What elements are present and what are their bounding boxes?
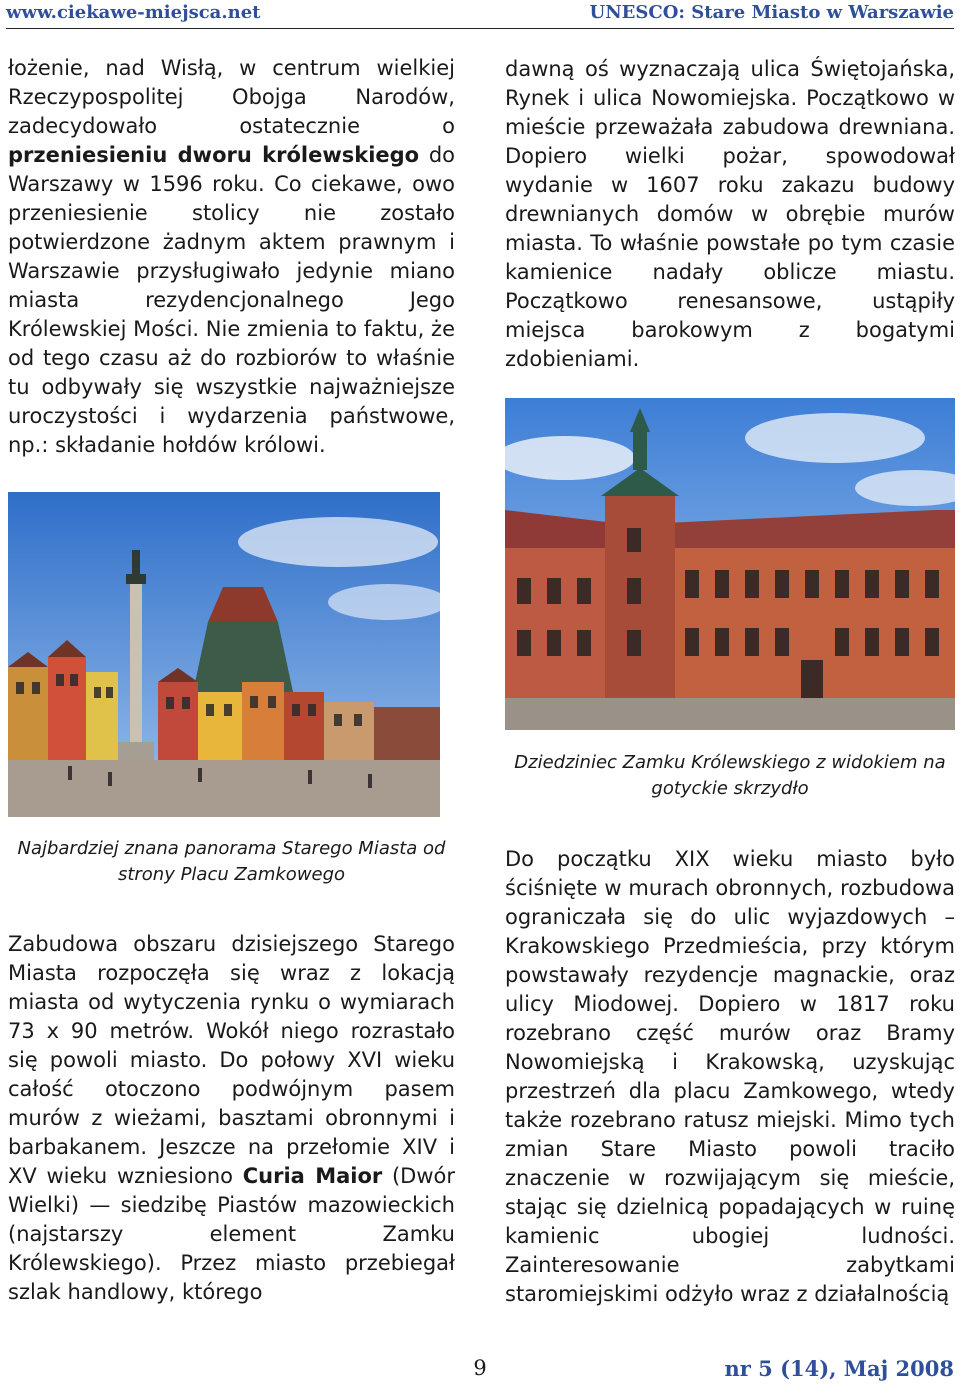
paragraph <box>8 54 455 460</box>
column-left-bottom <box>8 930 455 1307</box>
text-run: do Warszawy w 1596 roku. Co ciekawe, owo przeniesienie stolicy nie zostało potwierdzone żadnym aktem prawnym i Warszawie przysługiwało jedynie miano miasta rezydencjonalnego Jego Królewskiej Mości. Nie zmienia to faktu, że od tego czasu aż do rozbiorów to właśnie tu odbywały się wszystkie najważniejsze uroczystości i wydarzenia państwowe, np.: składanie hołdów królowi. <box>8 143 455 457</box>
royal-castle-courtyard-photo <box>505 398 955 730</box>
page-header <box>6 0 954 30</box>
header-rule <box>6 28 954 29</box>
paragraph: dawną oś wyznaczają ulica Świętojańska, Rynek i ulica Nowomiejska. Początkowo w mieście przeważała zabudowa drewniana. Dopiero wielki pożar, spowodował wydanie w 1607 roku zakazu budowy drewnianych domów w obrębie murów miasta. To właśnie powstałe po tym czasie kamienice nadały oblicze miastu. Początkowo renesansowe, ustąpiły miejsca barokowym z bogatymi zdobieniami. <box>505 57 955 371</box>
old-town-panorama-photo <box>8 492 440 817</box>
paragraph <box>8 930 455 1307</box>
article-topic: UNESCO: Stare Miasto w Warszawie <box>589 2 954 23</box>
page-number: 9 <box>473 1356 487 1380</box>
column-right-bottom <box>505 845 955 1309</box>
site-url[interactable]: www.ciekawe-miejsca.net <box>6 2 261 23</box>
paragraph: Do początku XIX wieku miasto było ściśnięte w murach obronnych, rozbudowa ograniczała się do ulic wyjazdowych – Krakowskiego Przedmieścia, przy którym powstawały rezydencje magnackie, oraz ulicy Miodowej. Dopiero w 1817 roku rozebrano część murów oraz Bramy Nowomiejską i Krakowską, uzyskując przestrzeń dla placu Zamkowego, wtedy także rozebrano ratusz miejski. Mimo tych zmian Stare Miasto powoli traciło znaczenie w rozwijającym się mieście, stając się dzielnicą popadających w ruinę kamienic ubogiej ludności. Zainteresowanie zabytkami staromiejskimi odżyło wraz z działalnością <box>505 847 955 1306</box>
bold-text: Curia Maior <box>242 1164 383 1188</box>
column-right-top <box>505 55 955 374</box>
column-left-top <box>8 54 455 460</box>
bold-text: przeniesieniu dworu królewskiego <box>8 143 420 167</box>
issue-label: nr 5 (14), Maj 2008 <box>724 1356 954 1381</box>
text-run: (Dwór Wielki) — siedzibę Piastów mazowieckich (najstarszy element Zamku Królewskiego). Przez miasto przebiegał szlak handlowy, którego <box>8 1164 456 1304</box>
text-run: Zabudowa obszaru dzisiejszego Starego Miasta rozpoczęła się wraz z lokacją miasta od wytyczenia rynku o wymiarach 73 x 90 metrów. Wokół niego rozrastało się powoli miasto. Do połowy XVI wieku całość otoczono podwójnym pasem murów z wieżami, basztami obronnymi i barbakanem. Jeszcze na przełomie XIV i XV wieku wzniesiono <box>8 932 455 1188</box>
photo-caption-right: Dziedziniec Zamku Królewskiego z widokiem na gotyckie skrzydło <box>514 752 946 799</box>
text-run: łożenie, nad Wisłą, w centrum wielkiej Rzeczypospolitej Obojga Narodów, zadecydowało ostatecznie o <box>8 56 455 138</box>
photo-caption-left: Najbardziej znana panorama Starego Miasta od strony Placu Zamkowego <box>17 838 446 885</box>
